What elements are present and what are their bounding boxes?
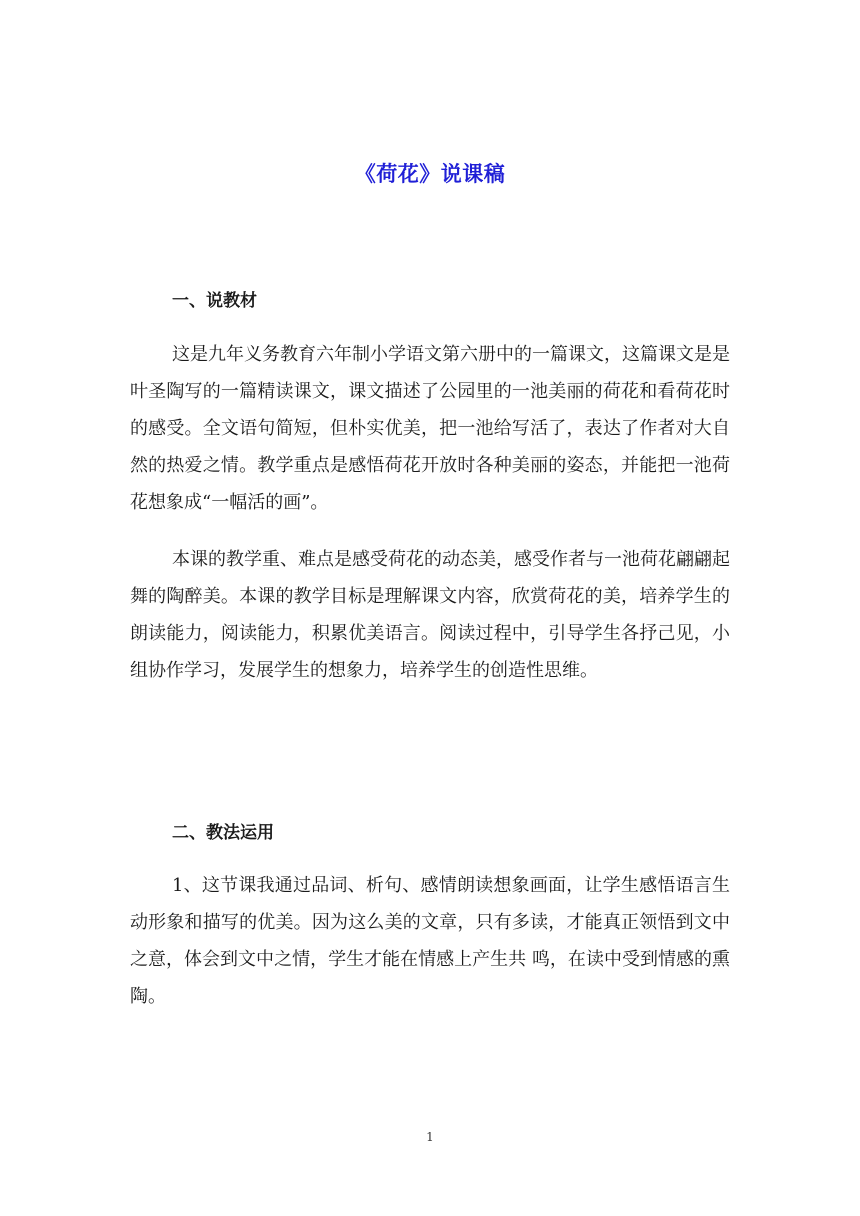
paragraph-teaching-goals: 本课的教学重、难点是感受荷花的动态美，感受作者与一池荷花翩翩起舞的陶醉美。本课的教学目标是理解课文内容，欣赏荷花的美，培养学生的朗读能力，阅读能力，积累优美语言。阅读过程中，引导学生各抒己见，小组协作学习，发展学生的想象力，培养学生的创造性思维。 xyxy=(130,549,730,681)
section-heading-methods: 二、教法运用 xyxy=(172,823,274,843)
document-title: 《荷花》说课稿 xyxy=(354,162,506,186)
section-heading-textbook: 一、说教材 xyxy=(172,291,257,311)
page-number: 1 xyxy=(426,1130,434,1144)
paragraph-method-1: 1、这节课我通过品词、析句、感情朗读想象画面，让学生感悟语言生动形象和描写的优美。因为这么美的文章，只有多读，才能真正领悟到文中之意，体会到文中之情，学生才能在情感上产生共 鸣，在读中受到情感的熏陶。 xyxy=(130,875,730,1007)
paragraph-textbook-intro: 这是九年义务教育六年制小学语文第六册中的一篇课文，这篇课文是是叶圣陶写的一篇精读课文，课文描述了公园里的一池美丽的荷花和看荷花时的感受。全文语句简短，但朴实优美，把一池给写活了，表达了作者对大自然的热爱之情。教学重点是感悟荷花开放时各种美丽的姿态，并能把一池荷花想象成“一幅活的画”。 xyxy=(130,344,730,513)
